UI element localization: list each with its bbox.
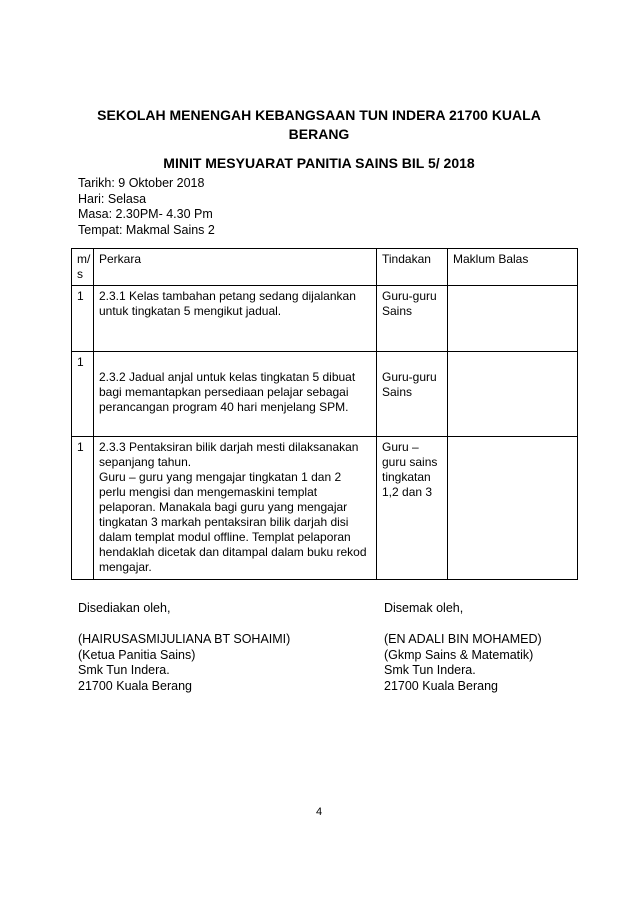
row-perkara-intro: 2.3.3 Pentaksiran bilik darjah mesti dilaksanakan sepanjang tahun. xyxy=(99,440,359,469)
row-perkara: 2.3.2 Jadual anjal untuk kelas tingkatan 5 dibuat bagi memantapkan persediaan pelajar sebagai perancangan program 40 hari menjelang SPM. xyxy=(99,370,356,414)
checked-by-role: (Gkmp Sains & Matematik) xyxy=(384,647,534,662)
row-perkara-details: Guru – guru yang mengajar tingkatan 1 dan 2 perlu mengisi dan mengemaskini templat pelaporan. Manakala bagi guru yang mengajar tingkatan 3 markah pentaksiran bilik darjah disi dalam templat modul offline. Templat pelaporan hendaklah dicetak dan ditampal dalam buku rekod mengajar. xyxy=(99,470,367,574)
row-tindakan: Guru-guru Sains xyxy=(377,286,448,352)
row-maklum-balas xyxy=(448,352,578,437)
meeting-time: Masa: 2.30PM- 4.30 Pm xyxy=(78,207,213,221)
prepared-by-label: Disediakan oleh, xyxy=(78,601,171,615)
row-maklum-balas xyxy=(448,437,578,580)
checked-by-label: Disemak oleh, xyxy=(384,601,464,615)
meeting-date: Tarikh: 9 Oktober 2018 xyxy=(78,176,205,190)
header-maklum-balas: Maklum Balas xyxy=(448,249,578,286)
row-tindakan-who: Guru – guru sains xyxy=(382,440,438,469)
row-no: 1 xyxy=(72,437,94,580)
table-row xyxy=(72,437,578,580)
row-tindakan-level: tingkatan 1,2 dan 3 xyxy=(382,470,433,499)
page-number: 4 xyxy=(315,806,323,818)
prepared-by-block xyxy=(78,632,290,694)
meeting-details xyxy=(78,176,215,238)
prepared-by-org: Smk Tun Indera. xyxy=(78,663,170,677)
table-header-row xyxy=(72,249,578,286)
table-row xyxy=(72,286,578,352)
meeting-venue: Tempat: Makmal Sains 2 xyxy=(78,222,215,237)
checked-by-name: (EN ADALI BIN MOHAMED) xyxy=(384,632,542,646)
row-tindakan-cell xyxy=(377,352,448,437)
prepared-by-role: (Ketua Panitia Sains) xyxy=(78,647,196,662)
row-tindakan-cell xyxy=(377,437,448,580)
prepared-by-address: 21700 Kuala Berang xyxy=(78,678,192,693)
prepared-by-name: (HAIRUSASMIJULIANA BT SOHAIMI) xyxy=(78,632,291,646)
school-heading-line1: SEKOLAH MENENGAH KEBANGSAAN TUN INDERA 21700 KUALA xyxy=(97,107,541,123)
row-perkara-cell xyxy=(94,352,377,437)
row-maklum-balas xyxy=(448,286,578,352)
header-no: m/ s xyxy=(72,249,94,286)
row-no: 1 xyxy=(72,352,94,437)
row-perkara-cell xyxy=(94,437,377,580)
meeting-title: MINIT MESYUARAT PANITIA SAINS BIL 5/ 2018 xyxy=(163,155,475,171)
checked-by-org: Smk Tun Indera. xyxy=(384,663,476,677)
row-tindakan: Guru-guru Sains xyxy=(382,370,437,399)
header-tindakan: Tindakan xyxy=(377,249,448,286)
header-perkara: Perkara xyxy=(94,249,377,286)
checked-by-address: 21700 Kuala Berang xyxy=(384,678,498,693)
minutes-table xyxy=(71,248,578,580)
row-perkara: 2.3.1 Kelas tambahan petang sedang dijalankan untuk tingkatan 5 mengikut jadual. xyxy=(94,286,377,352)
meeting-day: Hari: Selasa xyxy=(78,191,147,206)
table-row xyxy=(72,352,578,437)
checked-by-block xyxy=(384,632,542,694)
school-heading-line2: BERANG xyxy=(288,126,350,142)
school-heading xyxy=(60,106,578,144)
row-no: 1 xyxy=(72,286,94,352)
